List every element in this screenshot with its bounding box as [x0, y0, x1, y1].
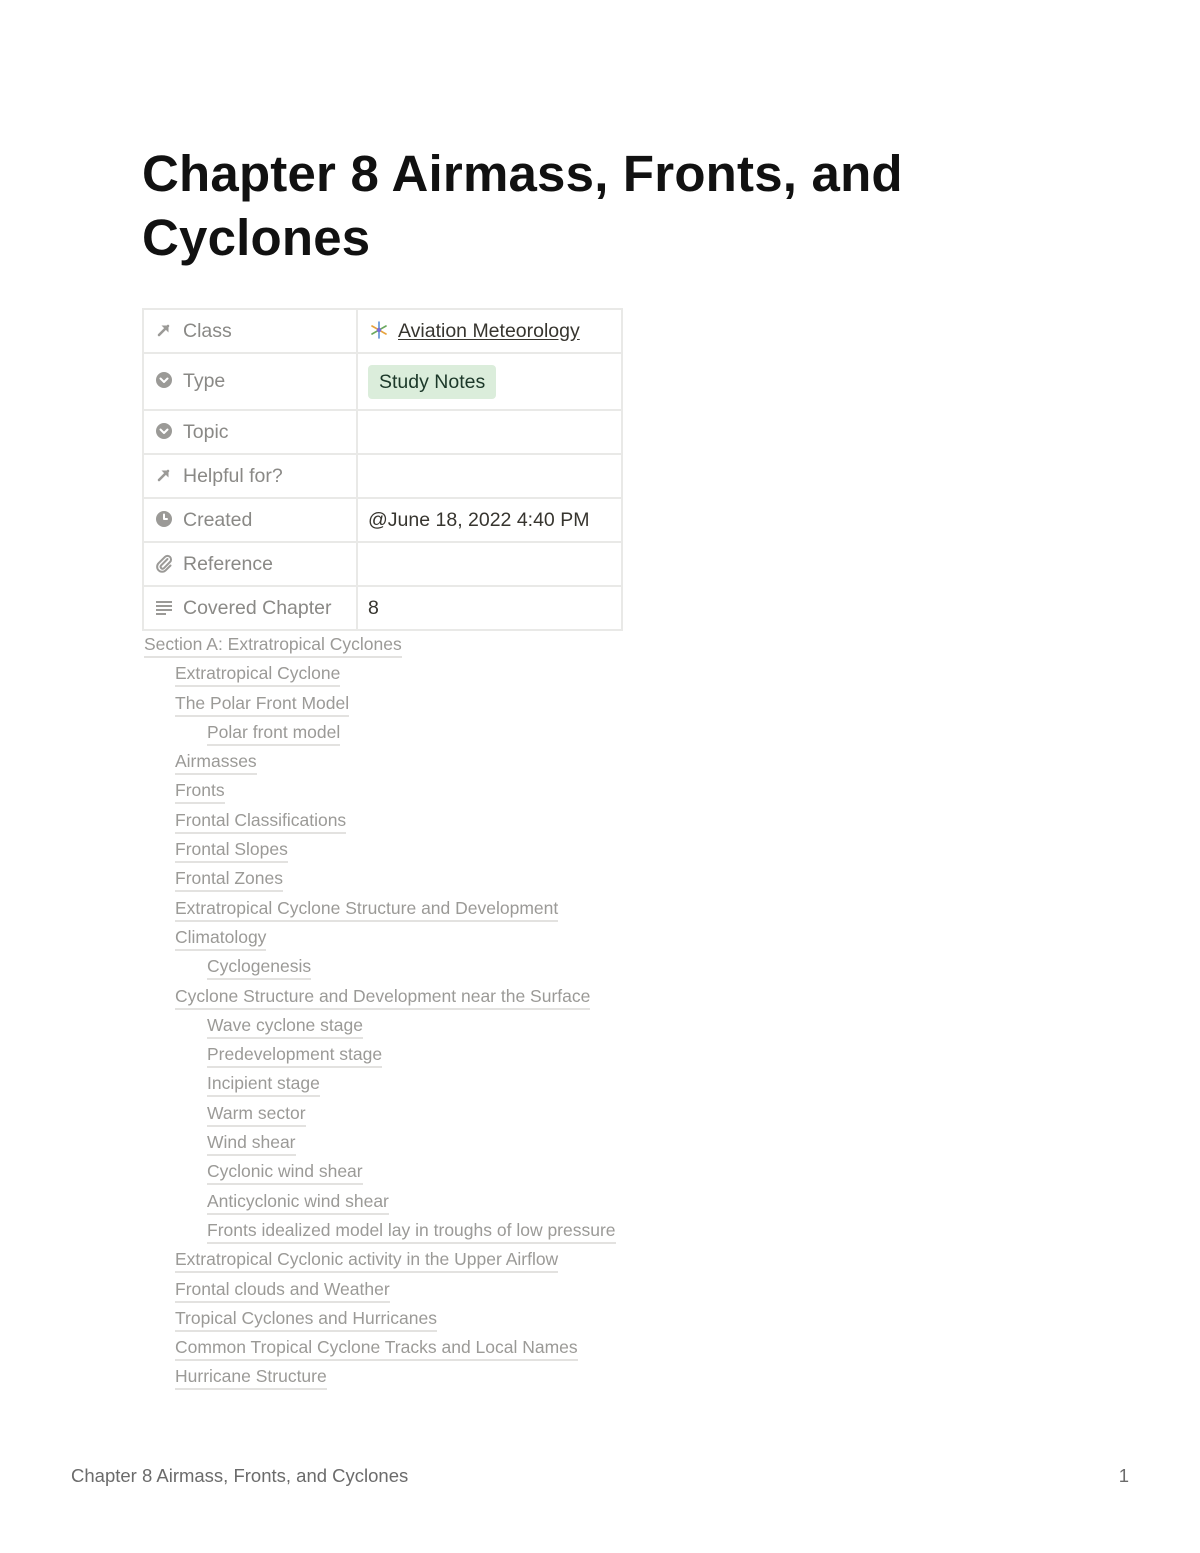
toc-link[interactable]: Polar front model [207, 722, 340, 746]
property-key-label: Reference [183, 552, 273, 575]
toc-link[interactable]: Climatology [175, 927, 266, 951]
clock-icon [154, 509, 174, 529]
toc-link[interactable]: Extratropical Cyclonic activity in the Upper Airflow [175, 1249, 558, 1273]
property-key [143, 410, 357, 454]
toc-link[interactable]: Frontal Slopes [175, 839, 288, 863]
toc-item [144, 718, 944, 747]
toc-item [144, 923, 944, 952]
text-lines-icon [154, 597, 174, 617]
toc-item [144, 982, 944, 1011]
property-row [143, 410, 622, 454]
toc-item [144, 1099, 944, 1128]
toc-link[interactable]: Anticyclonic wind shear [207, 1191, 389, 1215]
property-key-label: Helpful for? [183, 464, 283, 487]
property-value [357, 353, 622, 410]
chevron-circle-icon [154, 421, 174, 441]
toc-item [144, 952, 944, 981]
toc-item [144, 864, 944, 893]
toc-item [144, 747, 944, 776]
toc-link[interactable]: Predevelopment stage [207, 1044, 382, 1068]
property-key [143, 542, 357, 586]
toc-link[interactable]: Cyclone Structure and Development near the Surface [175, 986, 590, 1010]
page-footer [71, 1465, 1129, 1487]
toc-item [144, 630, 944, 659]
toc-link[interactable]: Airmasses [175, 751, 257, 775]
property-value-text: 8 [368, 596, 379, 619]
toc-link[interactable]: Section A: Extratropical Cyclones [144, 634, 402, 658]
page-title: Chapter 8 Airmass, Fronts, and Cyclones [142, 145, 903, 266]
toc-link[interactable]: Extratropical Cyclone Structure and Development [175, 898, 558, 922]
arrow-up-right-icon [154, 465, 174, 485]
properties-table [142, 308, 623, 631]
toc-link[interactable]: Cyclogenesis [207, 956, 311, 980]
toc-item [144, 894, 944, 923]
property-value [357, 498, 622, 542]
property-key [143, 309, 357, 353]
toc-item [144, 689, 944, 718]
toc-link[interactable]: Fronts [175, 780, 225, 804]
property-value[interactable] [357, 454, 622, 498]
toc-link[interactable]: Wind shear [207, 1132, 296, 1156]
snowflake-icon [368, 320, 390, 340]
toc-link[interactable]: Incipient stage [207, 1073, 320, 1097]
property-key-label: Created [183, 508, 253, 531]
toc-item [144, 1157, 944, 1186]
property-key [143, 353, 357, 410]
page-number: 1 [1118, 1465, 1129, 1486]
toc-link[interactable]: Tropical Cyclones and Hurricanes [175, 1308, 437, 1332]
property-row [143, 586, 622, 630]
toc-item [144, 1333, 944, 1362]
toc-link[interactable]: Common Tropical Cyclone Tracks and Local Names [175, 1337, 578, 1361]
toc-item [144, 1216, 944, 1245]
chevron-circle-icon [154, 370, 174, 390]
property-row [143, 353, 622, 410]
property-value[interactable] [357, 410, 622, 454]
property-row [143, 498, 622, 542]
type-tag[interactable]: Study Notes [368, 365, 496, 399]
toc-item [144, 806, 944, 835]
property-key-label: Class [183, 319, 232, 342]
toc-item [144, 1362, 944, 1391]
toc-link[interactable]: Wave cyclone stage [207, 1015, 363, 1039]
toc-item [144, 1040, 944, 1069]
property-row [143, 454, 622, 498]
toc-link[interactable]: Fronts idealized model lay in troughs of low pressure [207, 1220, 616, 1244]
property-row [143, 309, 622, 353]
property-value[interactable] [357, 542, 622, 586]
toc-link[interactable]: Warm sector [207, 1103, 306, 1127]
property-key-label: Topic [183, 420, 229, 443]
toc-item [144, 1069, 944, 1098]
toc-item [144, 835, 944, 864]
toc-link[interactable]: The Polar Front Model [175, 693, 349, 717]
toc-item [144, 1245, 944, 1274]
property-value [357, 309, 622, 353]
footer-title: Chapter 8 Airmass, Fronts, and Cyclones [71, 1465, 409, 1486]
toc-item [144, 659, 944, 688]
property-key-label: Type [183, 370, 226, 392]
toc-link[interactable]: Frontal clouds and Weather [175, 1279, 390, 1303]
toc-link[interactable]: Frontal Classifications [175, 810, 346, 834]
property-value [357, 586, 622, 630]
arrow-up-right-icon [154, 320, 174, 340]
property-value-text: @June 18, 2022 4:40 PM [368, 508, 590, 531]
property-key [143, 586, 357, 630]
toc-link[interactable]: Extratropical Cyclone [175, 663, 340, 687]
toc-item [144, 1187, 944, 1216]
toc-item [144, 776, 944, 805]
toc-link[interactable]: Hurricane Structure [175, 1366, 327, 1390]
property-row [143, 542, 622, 586]
paperclip-icon [154, 553, 174, 573]
property-key [143, 498, 357, 542]
toc-item [144, 1011, 944, 1040]
toc-link[interactable]: Frontal Zones [175, 868, 283, 892]
toc-item [144, 1128, 944, 1157]
toc-item [144, 1304, 944, 1333]
toc-link[interactable]: Cyclonic wind shear [207, 1161, 363, 1185]
toc-item [144, 1275, 944, 1304]
table-of-contents [144, 630, 944, 1392]
property-key-label: Covered Chapter [183, 596, 332, 619]
class-relation-link[interactable]: Aviation Meteorology [398, 319, 580, 342]
property-key [143, 454, 357, 498]
